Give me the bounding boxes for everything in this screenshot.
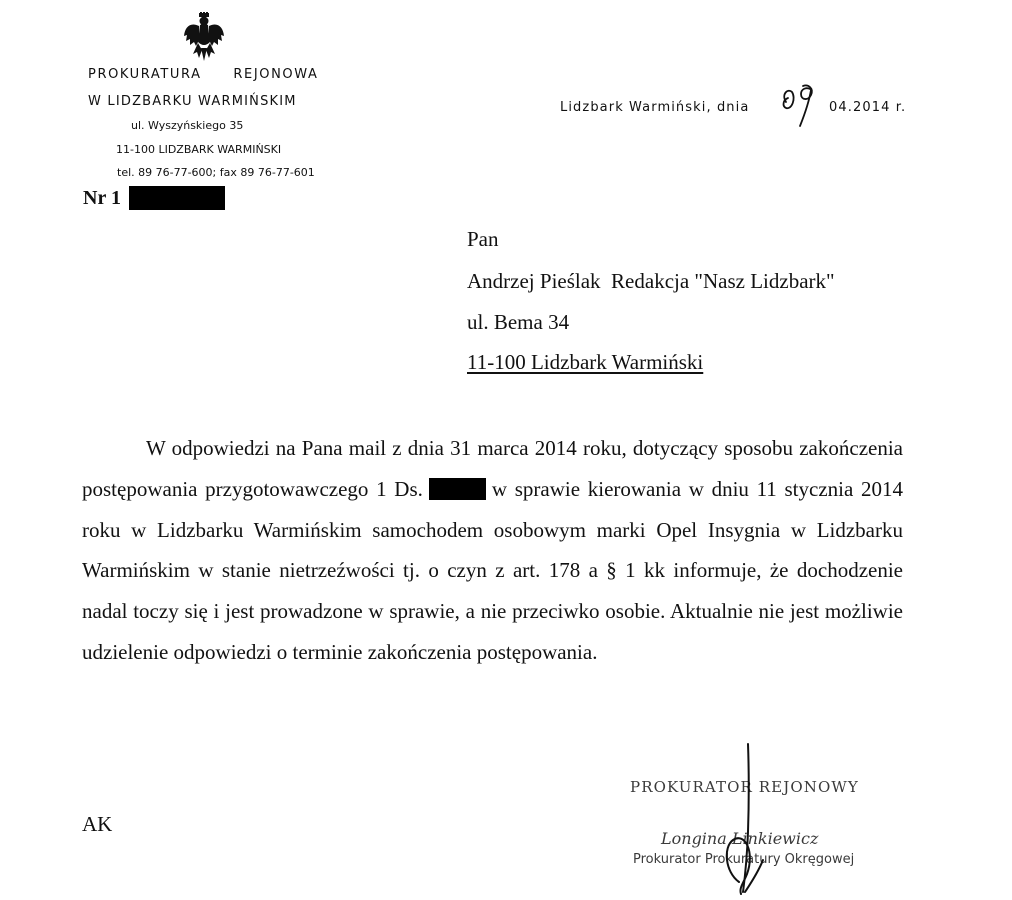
institution-street: ul. Wyszyńskiego 35	[131, 119, 244, 132]
redaction-bar	[129, 186, 225, 210]
handwritten-day	[776, 80, 826, 130]
body-paragraph	[82, 428, 903, 673]
body-text-part2: w sprawie kierowania w dniu 11 stycznia 2014 roku w Lidzbarku Warmińskim samochodem osobowym marki Opel Insygnia w Lidzbarku Warmińskim w stanie nietrzeźwości tj. o czyn z art. 178 a § 1 kk informuje, że dochodzenie nadal toczy się i jest prowadzone w sprawie, a nie przeciwko osobie. Aktualnie nie jest możliwie udzielenie odpowiedzi o terminie zakończenia postępowania.	[82, 476, 903, 664]
reference-label: Nr 1	[83, 186, 121, 209]
stamp-title: PROKURATOR REJONOWY	[630, 778, 859, 796]
institution-location: W LIDZBARKU WARMIŃSKIM	[88, 94, 297, 109]
recipient-street: ul. Bema 34	[467, 310, 570, 334]
institution-name: PROKURATURA REJONOWA	[88, 67, 319, 82]
institution-phone: tel. 89 76-77-600; fax 89 76-77-601	[117, 166, 315, 179]
body-text-part1: W odpowiedzi na Pana mail z dnia 31 marca 2014 roku, dotyczący sposobu zakończenia postępowania przygotowawczego 1 Ds.	[82, 436, 903, 501]
date-rest: 04.2014 r.	[829, 100, 907, 115]
stamp-position: Prokurator Prokuratury Okręgowej	[633, 852, 855, 867]
date-prefix: Lidzbark Warmiński, dnia	[560, 100, 750, 115]
institution-city: 11-100 LIDZBARK WARMIŃSKI	[116, 143, 282, 156]
reference-number	[83, 186, 225, 210]
author-initials: AK	[82, 812, 113, 836]
recipient-salutation: Pan	[467, 227, 499, 251]
recipient-city: 11-100 Lidzbark Warmiński	[467, 350, 704, 374]
stamp-name: Longina Linkiewicz	[661, 829, 819, 848]
polish-eagle-emblem-icon	[183, 12, 225, 62]
signature-icon	[715, 742, 795, 900]
letter-body	[82, 428, 903, 673]
recipient-name: Andrzej Pieślak Redakcja "Nasz Lidzbark"	[467, 269, 835, 293]
case-number-redaction	[429, 478, 486, 500]
